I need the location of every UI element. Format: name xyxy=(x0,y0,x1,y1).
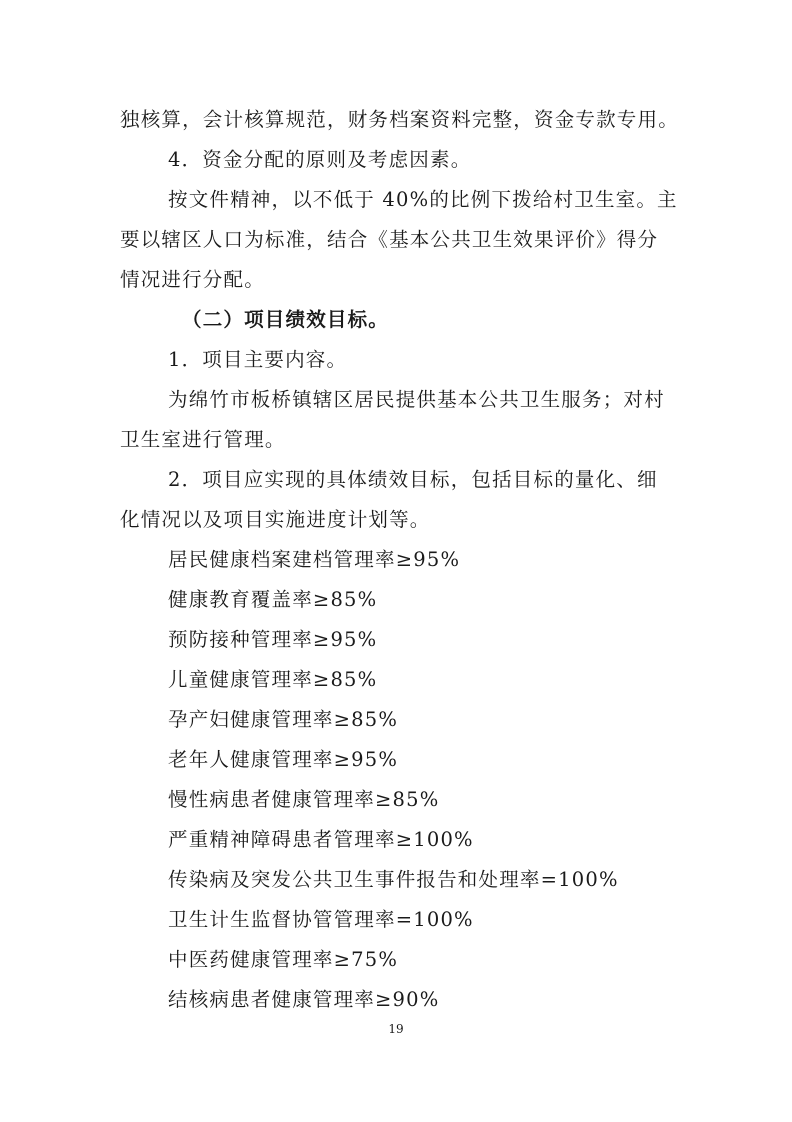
paragraph-line: 要以辖区人口为标准，结合《基本公共卫生效果评价》得分 xyxy=(120,228,659,251)
paragraph-line: 按文件精神，以不低于 40%的比例下拨给村卫生室。主 xyxy=(168,188,678,211)
paragraph-line: 为绵竹市板桥镇辖区居民提供基本公共卫生服务；对村 xyxy=(168,388,665,411)
paragraph-line: 4．资金分配的原则及考虑因素。 xyxy=(168,148,472,171)
target-item: 居民健康档案建档管理率≥95% xyxy=(168,548,461,571)
target-item: 严重精神障碍患者管理率≥100% xyxy=(168,828,474,851)
target-item: 传染病及突发公共卫生事件报告和处理率=100% xyxy=(168,868,619,891)
paragraph-line: 化情况以及项目实施进度计划等。 xyxy=(120,508,431,531)
paragraph-line: 卫生室进行管理。 xyxy=(120,428,286,451)
page-number: 19 xyxy=(388,1022,404,1036)
target-item: 慢性病患者健康管理率≥85% xyxy=(168,788,440,811)
target-item: 预防接种管理率≥95% xyxy=(168,628,378,651)
paragraph-line: 2．项目应实现的具体绩效目标，包括目标的量化、细 xyxy=(168,468,658,491)
target-item: 儿童健康管理率≥85% xyxy=(168,668,378,691)
paragraph-line: 情况进行分配。 xyxy=(120,268,265,291)
target-item: 老年人健康管理率≥95% xyxy=(168,748,399,771)
target-item: 结核病患者健康管理率≥90% xyxy=(168,988,440,1011)
section-heading: （二）项目绩效目标。 xyxy=(182,308,390,331)
paragraph-line: 独核算，会计核算规范，财务档案资料完整，资金专款专用。 xyxy=(120,108,679,131)
target-item: 健康教育覆盖率≥85% xyxy=(168,588,378,611)
target-item: 卫生计生监督协管管理率=100% xyxy=(168,908,474,931)
target-item: 中医药健康管理率≥75% xyxy=(168,948,399,971)
target-item: 孕产妇健康管理率≥85% xyxy=(168,708,399,731)
paragraph-line: 1．项目主要内容。 xyxy=(168,348,348,371)
